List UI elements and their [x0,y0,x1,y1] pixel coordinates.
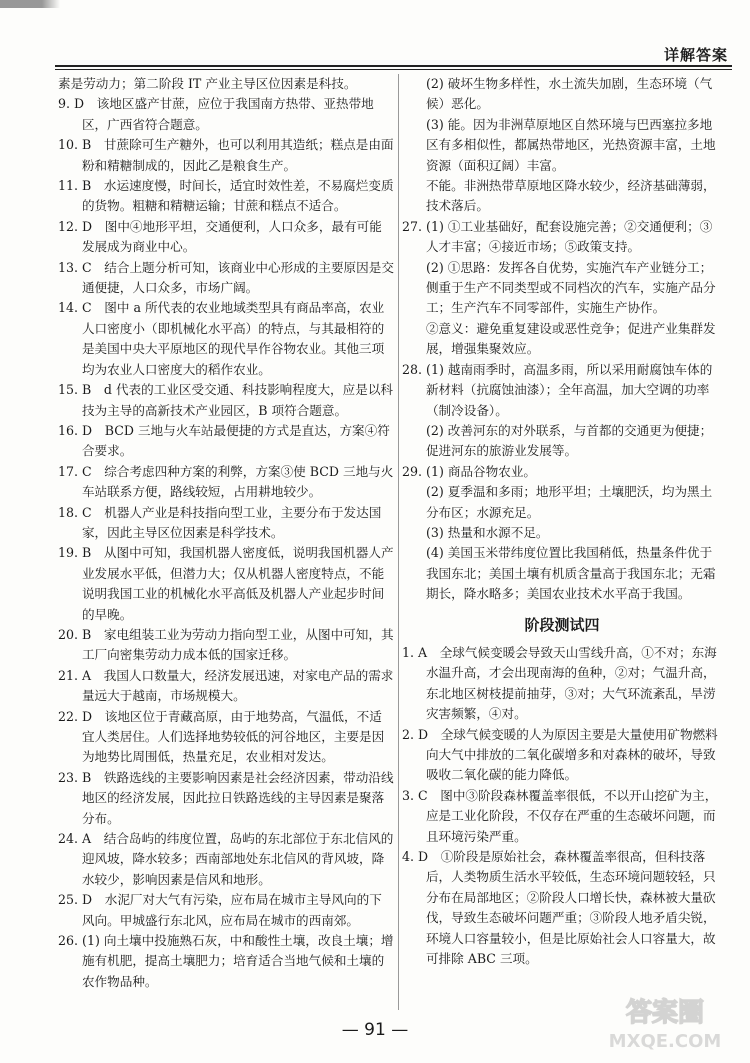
answer-item: 1. A 全球气候变暖会导致天山雪线升高，①不对；东海水温升高，才会出现南海的鱼种，②对；气温升高，东北地区树枝提前抽芽，③对；大气环流紊乱，旱涝灾害频繁，④对。 [402,644,717,722]
answer-subitem: (3) 能。因为非洲草原地区自然环境与巴西塞拉多地区有多相似性，都属热带地区，光热资源丰富，土地资源（面积辽阔）丰富。 [425,116,716,173]
answer-item: 24. A 结合岛屿的纬度位置，岛屿的东北部位于东北信风的迎风坡，降水较多；西南部地处东北信风的背风坡，降水较少，影响因素是信风和地形。 [58,831,394,887]
page-number: — 91 — [341,1020,409,1040]
answer-item: 2. D 全球气候变暖的人为原因主要是大量使用矿物燃料向大气中排放的二氧化碳增多和对森林的破坏，导致吸收二氧化碳的能力降低。 [402,726,718,783]
header-rule-thin [55,69,732,70]
watermark-logo [590,989,740,1055]
answer-subitem: (2) ①思路：发挥各自优势，实施汽车产业链分工；侧重于生产不同类型或不同档次的汽车，实施产品分工；生产汽车不同零部件，实施生产协作。 [425,259,716,316]
answer-item: 26. (1) 向土壤中投施熟石灰，中和酸性土壤，改良土壤；增施有机肥，提高土壤肥力；培育适合当地气候和土壤的农作物品种。 [58,933,394,989]
scan-corner-mark [0,0,60,8]
answer-item: 13. C 结合上题分析可知，该商业中心形成的主要原因是交通便捷，人口众多，市场广阔。 [58,259,394,296]
answer-item: 16. D BCD 三地与火车站最便捷的方式是直达，方案④符合要求。 [58,422,390,459]
answer-item: 28. (1) 越南雨季时，高温多雨，所以采用耐腐蚀车体的新材料（抗腐蚀油漆）；全年高温，加大空调的功率（制冷设备）。 [402,361,713,418]
answer-item: 11. B 水运速度慢，时间长，适宜时效性差，不易腐烂变质的货物。粗糖和精糖运输；甘蔗和糕点不适合。 [58,178,394,214]
answer-item: 17. C 综合考虑四种方案的利弊，方案③使 BCD 三地与火车站联系方便，路线较短，占用耕地较少。 [58,463,394,500]
answer-item: 22. D 该地区位于青藏高原，由于地势高，气温低，不适宜人类居住。人们选择地势较低的河谷地区，主要是因为地势比周围低，热量充足，农业相对发达。 [58,708,385,765]
section-title: 阶段测试四 [524,615,600,634]
answer-item: 3. C 图中③阶段森林覆盖率很低，不以开山挖矿为主，应是工业化阶段，不仅存在严重的生态破坏问题，而且环境污染严重。 [402,787,718,844]
answer-item: 19. B 从图中可知，我国机器人密度低，说明我国机器人产业发展水平低，但潜力大；仅从机器人密度特点，不能说明我国工业的机械化水平高低及机器人产业起步时间的早晚。 [58,545,394,622]
answer-item: 9. D 该地区盛产甘蔗，应位于我国南方热带、亚热带地区，广西省符合题意。 [58,96,374,132]
answer-item: 12. D 图中④地形平坦，交通便利，人口众多，最有可能发展成为商业中心。 [58,218,382,255]
answer-subitem: (2) 破坏生物多样性，水土流失加剧，生态环境（气候）恶化。 [425,76,713,112]
answer-item: 15. B d 代表的工业区受交通、科技影响程度大，应是以科技为主导的高新技术产业园区，B 项符合题意。 [58,382,394,418]
left-column [58,74,394,992]
watermark-text-cn: 答案圈 [625,998,705,1028]
column-divider [398,74,399,1010]
answer-item: 23. B 铁路选线的主要影响因素是社会经济因素，带动沿线地区的经济发展，因此拉日铁路选线的主导因素是聚落分布。 [58,769,394,826]
answer-item: 18. C 机器人产业是科技指向型工业，主要分布于发达国家，因此主导区位因素是科学技术。 [58,504,382,540]
answer-item: 29. (1) 商品谷物农业。 [402,463,537,479]
right-column [402,74,722,969]
header-label: 详解答案 [663,46,728,64]
answer-subitem: 不能。非洲热带草原地区降水较少，经济基础薄弱，技术落后。 [425,178,716,214]
answer-item: 20. B 家电组装工业为劳动力指向型工业，从图中可知，其工厂向密集劳动力成本低的国家迁移。 [58,626,394,663]
answer-item: 27. (1) ①工业基础好，配套设施完善；②交通便利；③人才丰富；④接近市场；⑤政策支持。 [402,218,713,255]
answer-item: 21. A 我国人口数量大，经济发展迅速，对家电产品的需求量远大于越南，市场规模大。 [58,667,394,704]
answer-item: 14. C 图中 a 所代表的农业地域类型具有商品率高，农业人口密度小（即机械化水平高）的特点，与其最相符的是美国中央大平原地区的现代旱作谷物农业。其他三项均为农业人口密度大的稻作农业。 [58,300,385,377]
header-rule [55,65,732,67]
answer-subitem: (3) 热量和水源不足。 [425,524,549,540]
answer-subitem: (2) 夏季温和多雨；地形平坦；土壤肥沃，均为黑土分布区；水源充足。 [425,484,713,520]
answer-subitem: (2) 改善河东的对外联系，与首都的交通更为便捷；促进河东的旅游业发展等。 [425,422,713,459]
answer-item: 10. B 甘蔗除可生产糖外，也可以利用其造纸；糕点是由面粉和精糖制成的，因此乙是粮食生产。 [58,137,394,173]
answer-continuation: 素是劳动力；第二阶段 IT 产业主导区位因素是科技。 [58,76,357,91]
answer-subitem: ②意义：避免重复建设或恶性竞争；促进产业集群发展，增强集聚效应。 [425,320,716,357]
answer-subitem: (4) 美国玉米带纬度位置比我国稍低，热量条件优于我国东北；美国土壤有机质含量高于我国东北；无霜期长，降水略多；美国农业技术水平高于我国。 [425,545,716,602]
watermark-text-en: MXQE.COM [608,1031,722,1052]
answer-item: 25. D 水泥厂对大气有污染，应布局在城市主导风向的下风向。甲城盛行东北风，应布局在城市的西南郊。 [58,892,382,928]
answer-item: 4. D ①阶段是原始社会，森林覆盖率很高，但科技落后，人类物质生活水平较低，生态环境问题较轻，只分布在局部地区；②阶段人口增长快，森林被大量砍伐，导致生态破坏问题严重；③阶段人地矛盾尖锐，环境人口容量较小，但是比原始社会人口容量大，故可排除 ABC 三项。 [402,849,716,967]
